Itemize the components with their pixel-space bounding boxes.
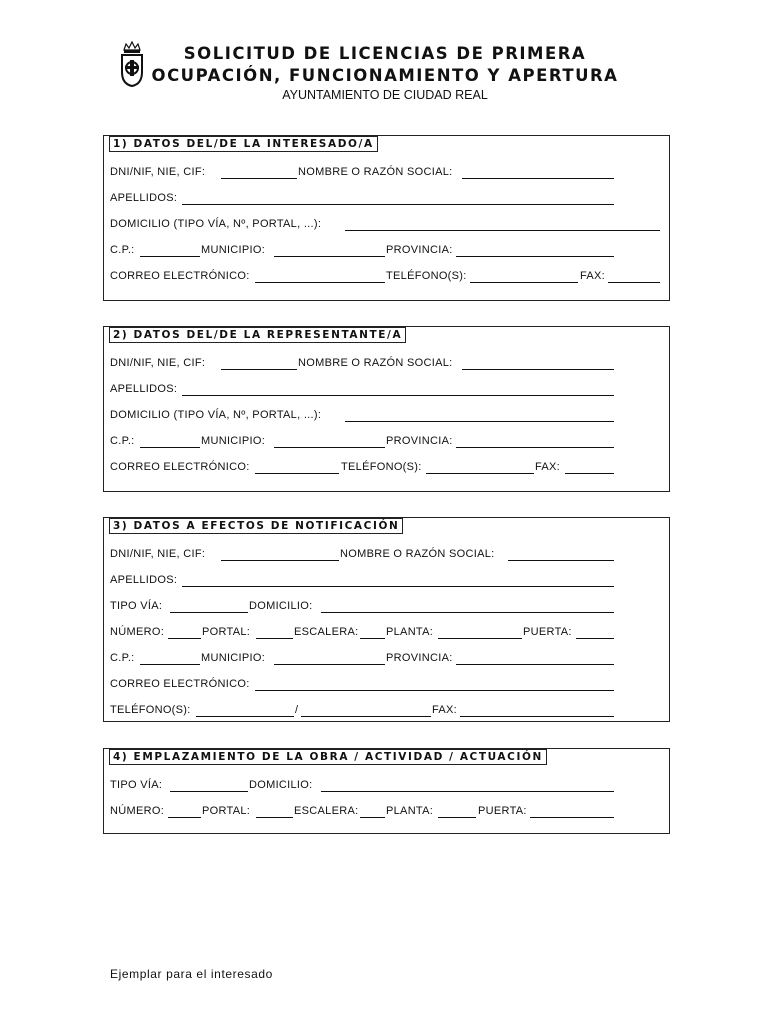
field-label-numero: NÚMERO: xyxy=(110,805,165,817)
field-label-correo: CORREO ELECTRÓNICO: xyxy=(110,270,250,282)
numero-field[interactable] xyxy=(168,817,201,818)
domicilio-field[interactable] xyxy=(345,421,614,422)
separator-slash: / xyxy=(295,704,299,716)
field-label-nombre: NOMBRE O RAZÓN SOCIAL: xyxy=(298,357,453,369)
apellidos-field[interactable] xyxy=(182,204,614,205)
field-label-nombre: NOMBRE O RAZÓN SOCIAL: xyxy=(340,548,495,560)
section-emplazamiento xyxy=(103,748,670,834)
domicilio-field[interactable] xyxy=(321,791,614,792)
nombre-field[interactable] xyxy=(462,178,614,179)
cp-field[interactable] xyxy=(140,447,200,448)
field-label-apellidos: APELLIDOS: xyxy=(110,574,178,586)
telefono-field[interactable] xyxy=(196,716,294,717)
coat-of-arms-icon xyxy=(118,40,146,88)
field-label-portal: PORTAL: xyxy=(202,626,251,638)
municipio-field[interactable] xyxy=(274,664,385,665)
dni-field[interactable] xyxy=(221,178,297,179)
field-label-provincia: PROVINCIA: xyxy=(386,652,453,664)
field-label-planta: PLANTA: xyxy=(386,626,434,638)
field-label-apellidos: APELLIDOS: xyxy=(110,383,178,395)
field-label-provincia: PROVINCIA: xyxy=(386,435,453,447)
field-label-domicilio: DOMICILIO: xyxy=(249,600,313,612)
telefono-2-field[interactable] xyxy=(301,716,431,717)
correo-field[interactable] xyxy=(255,690,614,691)
field-label-domicilio: DOMICILIO (TIPO VÍA, Nº, PORTAL, ...): xyxy=(110,218,322,230)
tipo-via-field[interactable] xyxy=(170,791,248,792)
telefono-field[interactable] xyxy=(470,282,578,283)
document-title-line2: OCUPACIÓN, FUNCIONAMIENTO Y APERTURA xyxy=(151,66,619,85)
correo-field[interactable] xyxy=(255,473,339,474)
fax-field[interactable] xyxy=(608,282,660,283)
municipio-field[interactable] xyxy=(274,256,385,257)
section-title: 1) DATOS DEL/DE LA INTERESADO/A xyxy=(109,136,378,152)
fax-field[interactable] xyxy=(565,473,614,474)
field-label-tipo-via: TIPO VÍA: xyxy=(110,600,163,612)
municipio-field[interactable] xyxy=(274,447,385,448)
field-label-dni: DNI/NIF, NIE, CIF: xyxy=(110,166,206,178)
tipo-via-field[interactable] xyxy=(170,612,248,613)
nombre-field[interactable] xyxy=(462,369,614,370)
domicilio-field[interactable] xyxy=(321,612,614,613)
field-label-domicilio: DOMICILIO: xyxy=(249,779,313,791)
field-label-provincia: PROVINCIA: xyxy=(386,244,453,256)
field-label-dni: DNI/NIF, NIE, CIF: xyxy=(110,357,206,369)
field-label-planta: PLANTA: xyxy=(386,805,434,817)
field-label-correo: CORREO ELECTRÓNICO: xyxy=(110,678,250,690)
document-title-line1: SOLICITUD DE LICENCIAS DE PRIMERA xyxy=(183,44,587,63)
field-label-fax: FAX: xyxy=(535,461,561,473)
field-label-nombre: NOMBRE O RAZÓN SOCIAL: xyxy=(298,166,453,178)
field-label-fax: FAX: xyxy=(432,704,458,716)
field-label-escalera: ESCALERA: xyxy=(294,626,359,638)
field-label-municipio: MUNICIPIO: xyxy=(201,244,266,256)
field-label-telefono: TELÉFONO(S): xyxy=(110,704,191,716)
field-label-telefono: TELÉFONO(S): xyxy=(341,461,422,473)
field-label-cp: C.P.: xyxy=(110,652,135,664)
apellidos-field[interactable] xyxy=(182,586,614,587)
planta-field[interactable] xyxy=(438,817,476,818)
field-label-fax: FAX: xyxy=(580,270,606,282)
field-label-puerta: PUERTA: xyxy=(523,626,572,638)
field-label-municipio: MUNICIPIO: xyxy=(201,652,266,664)
field-label-apellidos: APELLIDOS: xyxy=(110,192,178,204)
section-title: 4) EMPLAZAMIENTO DE LA OBRA / ACTIVIDAD / ACTUACIÓN xyxy=(109,749,547,765)
field-label-cp: C.P.: xyxy=(110,244,135,256)
field-label-dni: DNI/NIF, NIE, CIF: xyxy=(110,548,206,560)
footer-copy-note: Ejemplar para el interesado xyxy=(110,967,273,981)
correo-field[interactable] xyxy=(255,282,385,283)
field-label-correo: CORREO ELECTRÓNICO: xyxy=(110,461,250,473)
apellidos-field[interactable] xyxy=(182,395,614,396)
telefono-field[interactable] xyxy=(426,473,534,474)
cp-field[interactable] xyxy=(140,256,200,257)
provincia-field[interactable] xyxy=(456,664,614,665)
domicilio-field[interactable] xyxy=(345,230,660,231)
provincia-field[interactable] xyxy=(456,256,614,257)
portal-field[interactable] xyxy=(256,638,293,639)
field-label-cp: C.P.: xyxy=(110,435,135,447)
fax-field[interactable] xyxy=(460,716,614,717)
field-label-escalera: ESCALERA: xyxy=(294,805,359,817)
provincia-field[interactable] xyxy=(456,447,614,448)
section-title: 3) DATOS A EFECTOS DE NOTIFICACIÓN xyxy=(109,518,403,534)
section-representante xyxy=(103,326,670,492)
dni-field[interactable] xyxy=(221,560,339,561)
field-label-tipo-via: TIPO VÍA: xyxy=(110,779,163,791)
section-interesado xyxy=(103,135,670,301)
field-label-municipio: MUNICIPIO: xyxy=(201,435,266,447)
puerta-field[interactable] xyxy=(576,638,614,639)
puerta-field[interactable] xyxy=(530,817,614,818)
document-subtitle: AYUNTAMIENTO DE CIUDAD REAL xyxy=(282,88,488,102)
escalera-field[interactable] xyxy=(360,817,385,818)
field-label-portal: PORTAL: xyxy=(202,805,251,817)
numero-field[interactable] xyxy=(168,638,201,639)
planta-field[interactable] xyxy=(438,638,522,639)
field-label-puerta: PUERTA: xyxy=(478,805,527,817)
field-label-domicilio: DOMICILIO (TIPO VÍA, Nº, PORTAL, ...): xyxy=(110,409,322,421)
cp-field[interactable] xyxy=(140,664,200,665)
dni-field[interactable] xyxy=(221,369,297,370)
section-notificacion xyxy=(103,517,670,722)
portal-field[interactable] xyxy=(256,817,293,818)
escalera-field[interactable] xyxy=(360,638,385,639)
field-label-numero: NÚMERO: xyxy=(110,626,165,638)
field-label-telefono: TELÉFONO(S): xyxy=(386,270,467,282)
nombre-field[interactable] xyxy=(508,560,614,561)
section-title: 2) DATOS DEL/DE LA REPRESENTANTE/A xyxy=(109,327,406,343)
